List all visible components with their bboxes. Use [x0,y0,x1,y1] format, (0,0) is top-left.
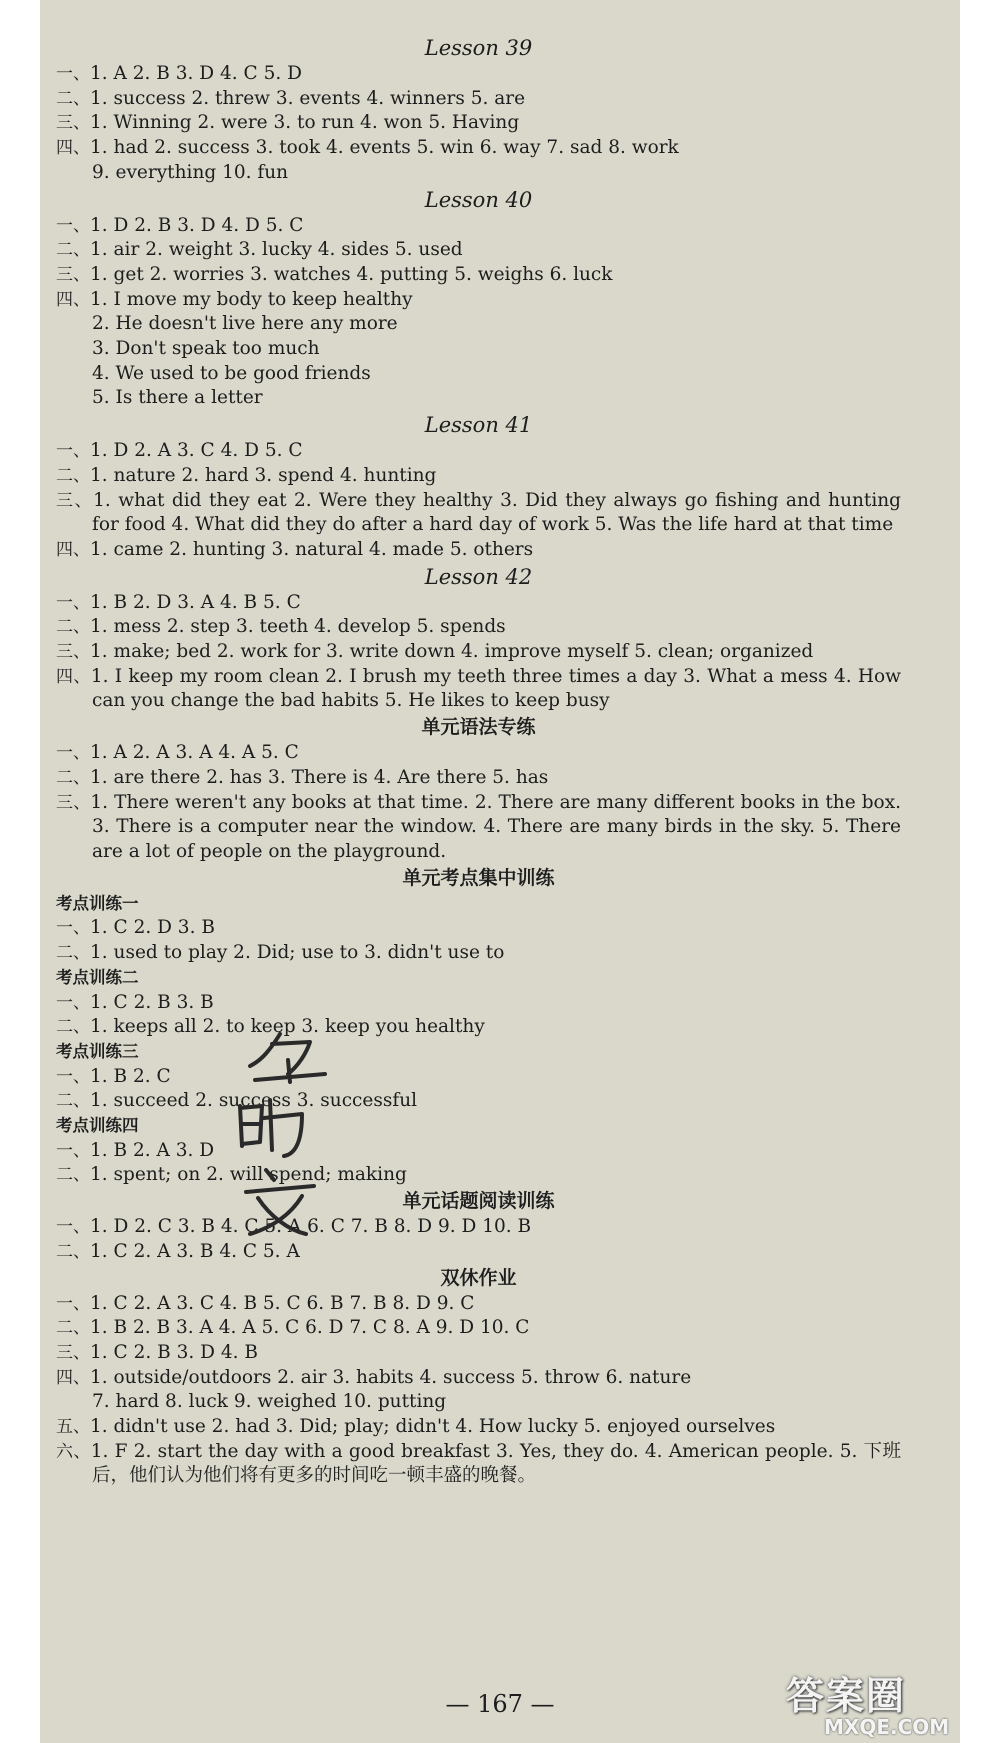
answer-row: 9. everything 10. fun [92,161,289,183]
answer-row: 一、1. D 2. A 3. C 4. D 5. C [56,440,303,462]
answer-row: 一、1. C 2. B 3. B [56,991,214,1013]
answer-row: 二、1. succeed 2. success 3. successful [56,1090,418,1112]
answer-row: 一、1. B 2. C [56,1065,171,1087]
answer-row: 一、1. B 2. D 3. A 4. B 5. C [56,591,301,613]
answer-row: 二、1. success 2. threw 3. events 4. winners 5. are [56,87,526,109]
answer-row: 一、1. D 2. C 3. B 4. C 5. A 6. C 7. B 8. D 9. D 10. B [56,1216,532,1238]
answer-row: 四、1. outside/outdoors 2. air 3. habits 4. success 5. throw 6. nature [56,1366,692,1388]
answer-row: 三、1. get 2. worries 3. watches 4. putting 5. weighs 6. luck [56,263,613,285]
scanned-page [40,0,960,1743]
page-number: — 167 — [445,1690,555,1718]
lesson-42-title: Lesson 42 [424,564,533,589]
watermark-text: 答案圈 [786,1674,907,1718]
lesson-40-title: Lesson 40 [424,187,533,212]
answer-row: 一、1. C 2. D 3. B [56,917,215,939]
focus-subtitle: 考点训练四 [56,1116,139,1136]
answer-row: 二、1. used to play 2. Did; use to 3. didn't use to [56,942,505,964]
answer-row: 一、1. D 2. B 3. D 4. D 5. C [56,214,304,236]
grammar-section-title: 单元语法专练 [421,716,536,739]
answer-row: 一、1. A 2. B 3. D 4. C 5. D [56,63,302,84]
handwriting-scribble [210,1020,390,1250]
answer-row: 二、1. C 2. A 3. B 4. C 5. A [56,1240,300,1262]
answer-row: 一、1. C 2. A 3. C 4. B 5. C 6. B 7. B 8. D 9. C [56,1292,475,1314]
weekend-section-title: 双休作业 [440,1266,517,1289]
answer-row: 二、1. are there 2. has 3. There is 4. Are there 5. has [56,766,549,788]
answer-row: 一、1. A 2. A 3. A 4. A 5. C [56,742,299,764]
answer-row: 三、1. C 2. B 3. D 4. B [56,1341,258,1363]
lesson-39-title: Lesson 39 [424,36,533,60]
answer-row: 三、1. Winning 2. were 3. to run 4. won 5. Having [56,112,520,134]
focus-section-title: 单元考点集中训练 [402,866,555,889]
answer-key [56,34,901,1489]
watermark-url: MXQE.COM [824,1715,950,1739]
answer-row: 四、1. had 2. success 3. took 4. events 5. win 6. way 7. sad 8. work [56,137,679,159]
answer-row: 二、1. spent; on 2. will spend; making [56,1164,407,1186]
answer-row: 5. Is there a letter [92,387,263,409]
answer-row: 三、1. There weren't any books at that time. 2. There are many different books in the box. 3. There is a computer near the window. 4. There are many birds in the sky. 5. There are a lot of people on the playground. [56,791,902,862]
focus-subtitle: 考点训练三 [56,1041,139,1061]
answer-row: 六、1. F 2. start the day with a good breakfast 3. Yes, they do. 4. American people. 5. 下班后，他们认为他们将有更多的时间吃一顿丰盛的晚餐。 [56,1440,902,1487]
focus-subtitle: 考点训练二 [56,967,139,987]
answer-row: 二、1. mess 2. step 3. teeth 4. develop 5. spends [56,616,506,638]
lesson-41-title: Lesson 41 [424,413,533,438]
answer-row: 一、1. B 2. A 3. D [56,1139,215,1161]
watermark-logo [780,1665,960,1743]
answer-row: 7. hard 8. luck 9. weighed 10. putting [92,1391,447,1413]
answer-row: 二、1. keeps all 2. to keep 3. keep you healthy [56,1016,485,1038]
focus-subtitle: 考点训练一 [56,893,139,913]
answer-row: 三、1. what did they eat 2. Were they healthy 3. Did they always go fishing and hunting for food 4. What did they do after a hard day of work 5. Was the life hard at that time [56,489,902,536]
answer-row: 四、1. I move my body to keep healthy [56,288,413,310]
answer-row: 2. He doesn't live here any more [92,313,398,335]
answer-row: 三、1. make; bed 2. work for 3. write down 4. improve myself 5. clean; organized [56,641,814,663]
answer-row: 3. Don't speak too much [92,338,320,360]
answer-row: 二、1. air 2. weight 3. lucky 4. sides 5. used [56,239,463,261]
answer-row: 四、1. came 2. hunting 3. natural 4. made 5. others [56,538,534,560]
answer-row: 二、1. nature 2. hard 3. spend 4. hunting [56,464,437,486]
answer-row: 4. We used to be good friends [92,362,371,384]
reading-section-title: 单元话题阅读训练 [402,1190,555,1213]
answer-row: 五、1. didn't use 2. had 3. Did; play; didn't 4. How lucky 5. enjoyed ourselves [56,1416,776,1438]
answer-row: 二、1. B 2. B 3. A 4. A 5. C 6. D 7. C 8. A 9. D 10. C [56,1317,530,1339]
answer-row: 四、1. I keep my room clean 2. I brush my teeth three times a day 3. What a mess 4. How can you change the bad habits 5. He likes to keep busy [56,665,901,712]
